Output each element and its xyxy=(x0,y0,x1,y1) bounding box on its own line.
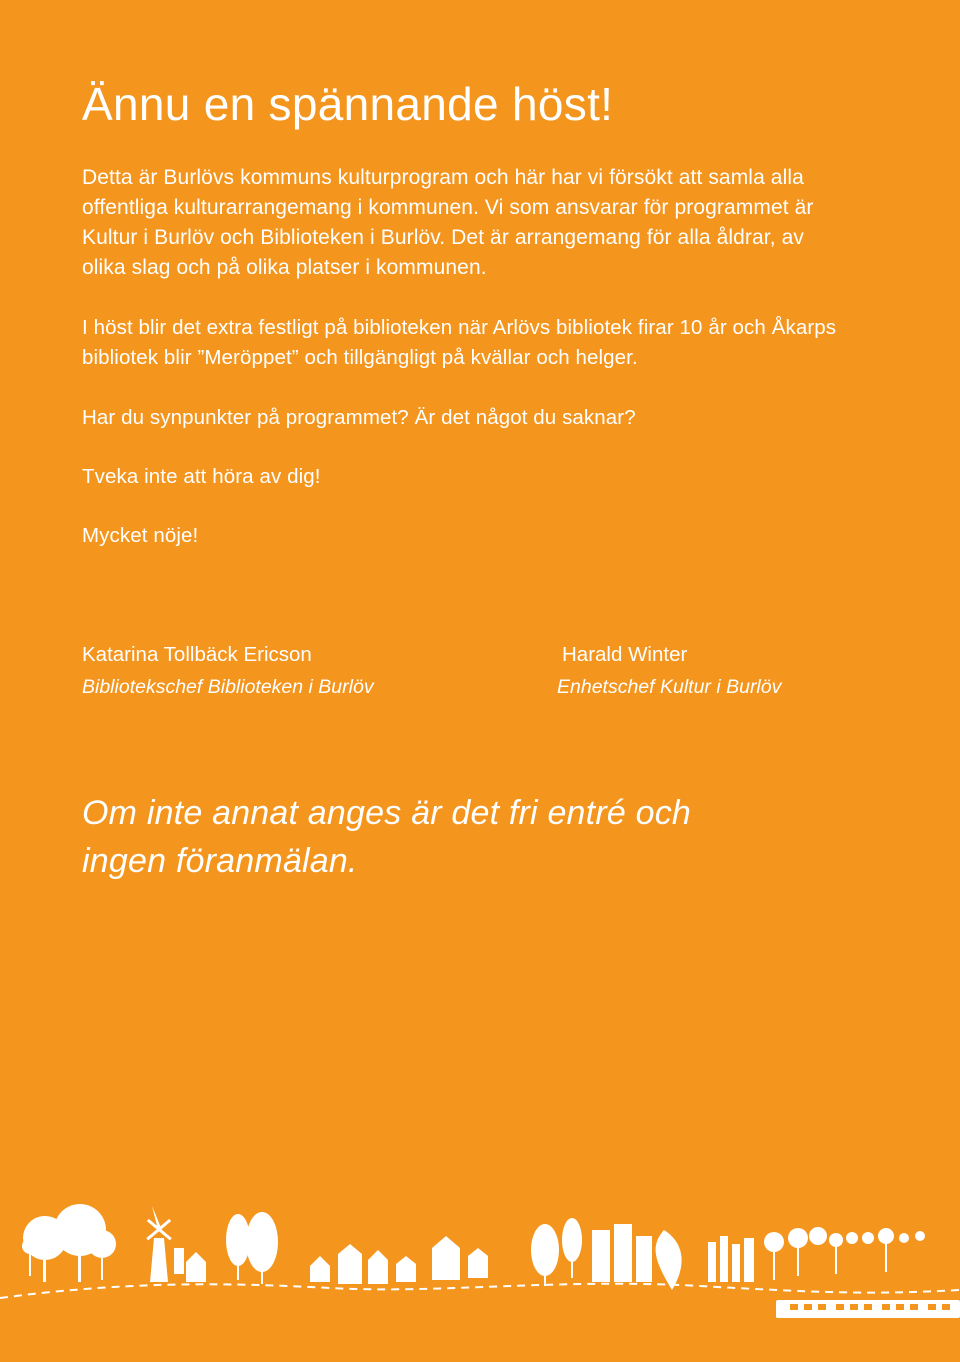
signature-name-2: Harald Winter xyxy=(562,643,688,666)
contact-encouragement: Tveka inte att höra av dig! xyxy=(82,465,321,488)
page-title: Ännu en spännande höst! xyxy=(82,78,614,130)
tree-group-left xyxy=(22,1204,116,1282)
feedback-question: Har du synpunkter på programmet? Är det något du saknar? xyxy=(82,406,636,429)
windmill xyxy=(146,1206,184,1282)
intro-paragraph: Detta är Burlövs kommuns kulturprogram och här har vi försökt att samla alla offentliga kulturarrangemang i kommunen. Vi som ansvarar för programmet är Kultur i Burlöv och Biblioteken i Burlöv. Det är arrangemang för alla åldrar, av olika slag och på olika platser i kommunen. xyxy=(82,166,814,279)
closing-greeting: Mycket nöje! xyxy=(82,524,199,547)
town-skyline-illustration xyxy=(0,1190,960,1362)
signature-name-1: Katarina Tollbäck Ericson xyxy=(82,643,312,666)
signature-role-2: Enhetschef Kultur i Burlöv xyxy=(557,676,782,698)
signature-role-1: Bibliotekschef Biblioteken i Burlöv xyxy=(82,676,374,698)
free-entry-notice: Om inte annat anges är det fri entré och ingen föranmälan. xyxy=(82,794,692,880)
festive-paragraph: I höst blir det extra festligt på biblioteken när Arlövs bibliotek firar 10 år och Åkarps bibliotek blir ”Meröppet” och tillgängligt på kvällar och helger. xyxy=(82,316,837,369)
